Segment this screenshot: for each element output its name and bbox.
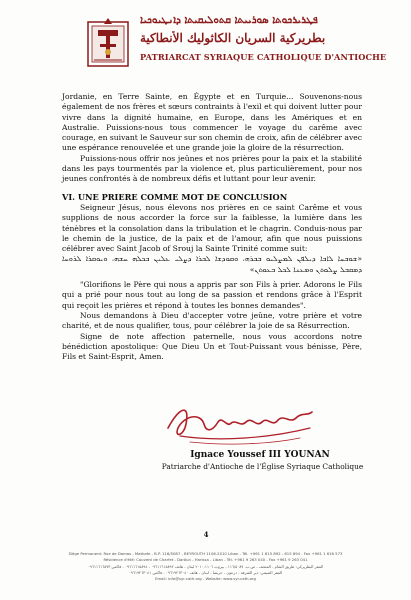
paragraph-continuation: Jordanie, en Terre Sainte, en Égypte et en Turquie... Souvenons-nous également de nos frères et sœurs contraints à l'exil et qui doivent lutter pour vivre dans la dignité humaine, en Europe, dans les Amériques et en Australie. Puissions-nous tous commencer le voyage du carême avec courage, en suivant le Sauveur sur son chemin de croix, afin de célébrer avec une espérance renouvelée et une grande joie la gloire de la résurrection. — [62, 92, 362, 153]
page-number: 4 — [203, 530, 209, 539]
footer-summer-residence-ar: المقر الصيفي: دير الشرفة - درعون - حريصا - لبنان - هاتف ٠٩٦١٩٢٦٣٠٤٠ - فاكس ٠٩٦١٩٢٦٣٠٤١ — [128, 569, 283, 575]
arabic-letterhead-title: بطريركية السريان الكاثوليك الأنطاكية — [140, 31, 326, 45]
footer-address-fr: Siège Permanent: Rue de Damas - Mathafe - B.P. 116/5087 - BEYROUTH 1106-2010 Liban - Tél. +961 1 615 892 - 615 894 - Fax +961 1 616 573 — [68, 551, 343, 556]
footer-contact: Email: info@syr-cath.org - Website: www.syr-cath.org — [155, 576, 256, 582]
paragraph-prayer: Seigneur Jésus, nous élevons nos prières en ce saint Carême et vous supplions de nous accorder la force sur la faiblesse, la lumière dans les ténèbres et la consolation dans la tribulation et le chagrin. Conduis-nous par le chemin de la justice, de la paix et de l'amour, afin que nous puissions célébrer avec Saint Jacob of Srouj la Sainte Trinité comme suit: — [62, 202, 362, 254]
paragraph-blessing: Signe de note affection paternelle, nous vous accordons notre bénédiction apostolique: Que Dieu Un et Tout-Puissant vous bénisse, Père, Fils et Saint-Esprit, Amen. — [62, 331, 362, 362]
french-letterhead-title: PATRIARCAT SYRIAQUE CATHOLIQUE D'ANTIOCHE — [140, 52, 387, 62]
syriac-quote: «ܫܘܒܚܐ ܠܐܒܐ ܕܝܠܦܢ ܠܡܨܠܝܘ ܒܒܪܗ، ܘܩܘܕܫܐ ܠܒܪܐ ܕܨܠܝ ܥܠܝܢ ܒܟܠܗ ܚܫܗ، ܘܝܘܩܪܐ ܠܪܘܚܐ ܕܡܩܒܠ ܨܠܘܬܢ ܘܡܥܢܐ ܠܟܠ ܒܥܘܬܢ» — [62, 254, 362, 274]
handwritten-signature-icon — [160, 398, 320, 450]
syriac-letterhead-title: ܦܛܪܝܪܟܘܬܐ ܣܘܪܝܝܬܐ ܩܬܘܠܝܩܝܬܐ ܕܐܢܛܝܘܟܝܐ — [140, 15, 318, 26]
footer-address-ar: المقر البطريركي: طريق الشام - المتحف - ص.ب. ١١٦/٥٠٨٧ - بيروت ١١٠٦-٢٠١٠ لبنان - هاتف ٠٩٦١١٦١٥٨٩٢ - ٠٩٦١١٦١٥٨٩٤ - فاكس ٠٩٦١١٦١٦٥٧٣ — [87, 563, 324, 569]
section-heading: VI. UNE PRIERE COMME MOT DE CONCLUSION — [62, 191, 288, 202]
french-quote: "Glorifions le Père qui nous a appris par son Fils à prier. Adorons le Fils qui a prié pour nous tout au long de sa passion et rendons grâce à l'Esprit qui reçoit les prières et répond à toutes les bonnes demandes". — [62, 280, 362, 310]
signatory-name: Ignace Youssef III YOUNAN — [190, 450, 330, 460]
paragraph-request: Nous demandons à Dieu d'accepter votre jeûne, votre prière et votre charité, et de nous qualifier, tous, pour célébrer la joie de sa Résurrection. — [62, 310, 362, 331]
footer-summer-residence-fr: Résidence d'été: Couvent de Charfet - Darôun - Harissa - Liban - Tél. +961 9 263 040 - Fax +961 9 263 041 — [103, 557, 308, 563]
paragraph-prayers-peace: Puissions-nous offrir nos jeûnes et nos prières pour la paix et la stabilité dans les pays tourmentés par la violence et, plus particulièrement, pour nos jeunes confrontés à de nombreux défis et luttant pour leur avenir. — [62, 153, 362, 184]
letter-footer — [30, 551, 381, 582]
letter-body — [62, 92, 362, 362]
patriarchate-crest-icon — [84, 16, 132, 68]
letterhead — [0, 14, 411, 76]
signatory-title: Patriarche d'Antioche de l'Église Syriaque Catholique — [161, 462, 364, 471]
